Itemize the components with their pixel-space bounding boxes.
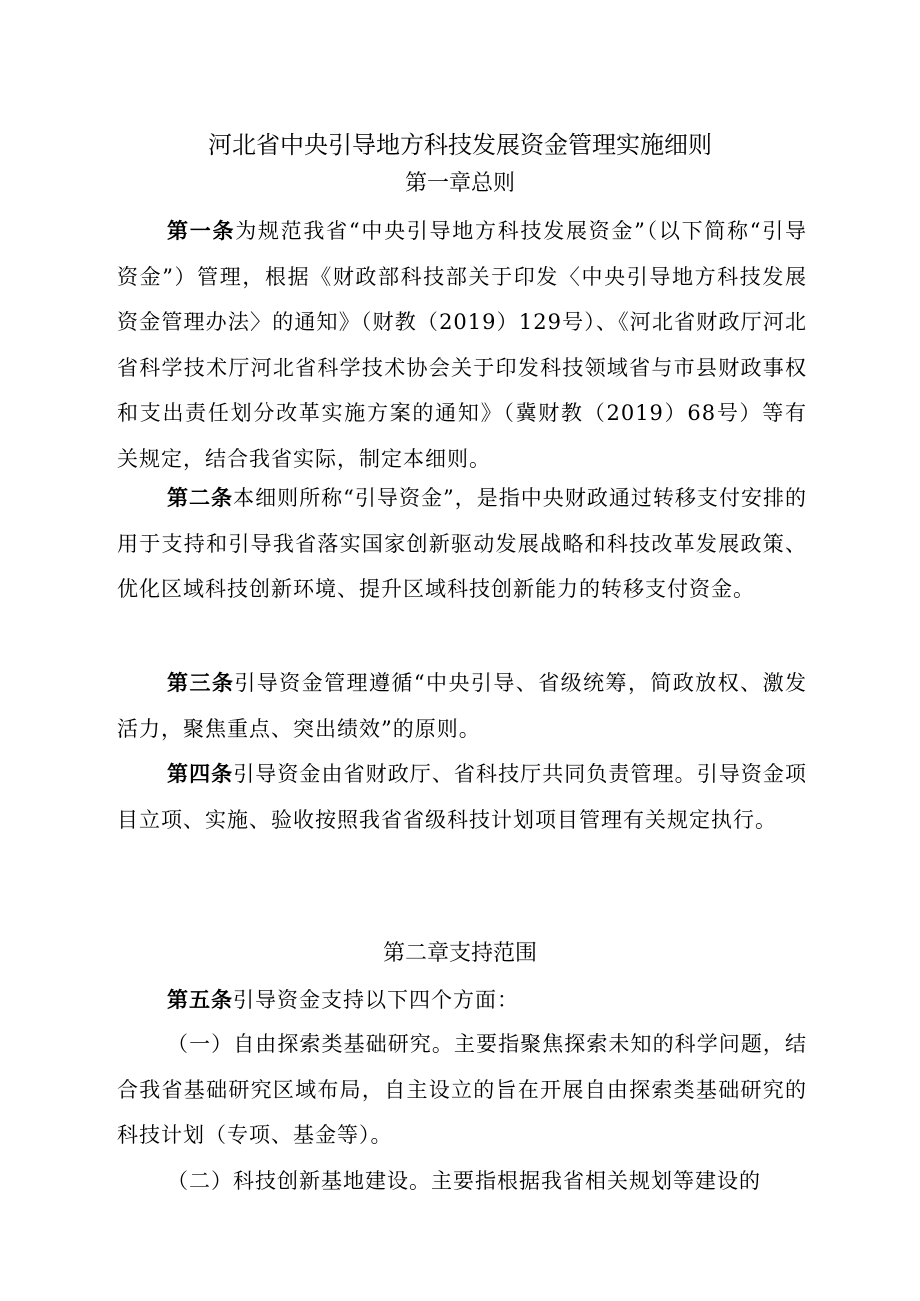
article-3 bbox=[117, 661, 807, 752]
article-4-text: 引导资金由省财政厅、省科技厅共同负责管理。引导资金项目立项、实施、验收按照我省省级科技计划项目管理有关规定执行。 bbox=[117, 762, 808, 832]
article-5 bbox=[117, 978, 807, 1024]
chapter-1-heading: 第一章总则 bbox=[404, 171, 515, 196]
chapter-2-heading: 第二章支持范围 bbox=[382, 941, 537, 966]
article-4-lead: 第四条 bbox=[167, 762, 234, 786]
article-3-lead: 第三条 bbox=[167, 671, 235, 695]
article-1 bbox=[117, 209, 807, 482]
article-2 bbox=[117, 476, 807, 613]
article-2-lead: 第二条 bbox=[167, 486, 234, 510]
article-2-text: 本细则所称“引导资金”，是指中央财政通过转移支付安排的用于支持和引导我省落实国家创新驱动发展战略和科技改革发展政策、优化区域科技创新环境、提升区域科技创新能力的转移支付资金。 bbox=[117, 486, 807, 601]
article-3-text: 引导资金管理遵循“中央引导、省级统筹，简政放权、激发活力，聚焦重点、突出绩效”的原则。 bbox=[117, 671, 808, 741]
document-title: 河北省中央引导地方科技发展资金管理实施细则 bbox=[208, 131, 712, 159]
article-4 bbox=[117, 752, 807, 843]
article-1-text: 为规范我省“中央引导地方科技发展资金”（以下简称“引导资金”）管理，根据《财政部科技部关于印发〈中央引导地方科技发展资金管理办法〉的通知》（财教（2019）129号）、《河北省财政厅河北省科学技术厅河北省科学技术协会关于印发科技领域省与市县财政事权和支出责任划分改革实施方案的通知》（冀财教（2019）68号）等有关规定，结合我省实际，制定本细则。 bbox=[117, 219, 807, 471]
article-5-item-2: （二）科技创新基地建设。主要指根据我省相关规划等建设的 bbox=[167, 1169, 761, 1193]
article-5-text: 引导资金支持以下四个方面： bbox=[233, 988, 519, 1012]
article-5-item-1: （一）自由探索类基础研究。主要指聚焦探索未知的科学问题，结合我省基础研究区域布局，自主设立的旨在开展自由探索类基础研究的科技计划（专项、基金等）。 bbox=[117, 1032, 807, 1147]
article-5-lead: 第五条 bbox=[167, 988, 233, 1012]
article-1-lead: 第一条 bbox=[167, 219, 236, 243]
